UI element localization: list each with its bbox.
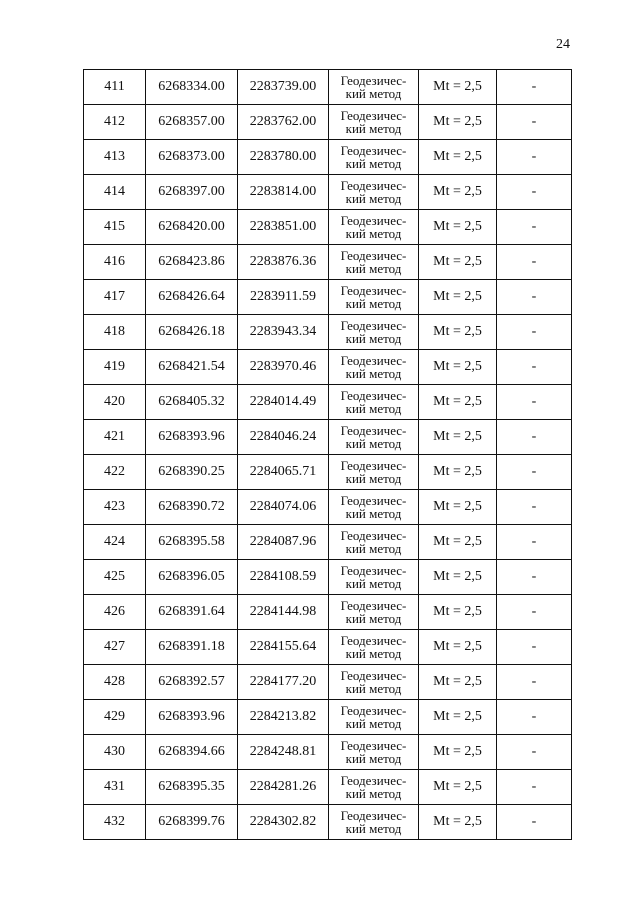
x-coordinate-cell: 6268373.00 xyxy=(146,140,238,175)
x-coordinate-cell: 6268396.05 xyxy=(146,560,238,595)
method-line-2: кий метод xyxy=(345,576,402,591)
extra-cell: - xyxy=(497,385,572,420)
y-coordinate-cell: 2284046.24 xyxy=(238,420,329,455)
x-coordinate-cell: 6268390.72 xyxy=(146,490,238,525)
method-cell xyxy=(329,735,419,770)
method-line-1: Геодезичес- xyxy=(340,283,407,298)
method-line-2: кий метод xyxy=(345,646,402,661)
accuracy-cell: Mt = 2,5 xyxy=(419,805,497,840)
method-line-1: Геодезичес- xyxy=(340,318,407,333)
table-row xyxy=(84,385,572,420)
table-row xyxy=(84,770,572,805)
extra-cell: - xyxy=(497,245,572,280)
method-line-2: кий метод xyxy=(345,751,402,766)
extra-cell: - xyxy=(497,560,572,595)
accuracy-cell: Mt = 2,5 xyxy=(419,70,497,105)
method-line-2: кий метод xyxy=(345,821,402,836)
extra-cell: - xyxy=(497,455,572,490)
extra-cell: - xyxy=(497,105,572,140)
method-cell xyxy=(329,70,419,105)
method-cell xyxy=(329,350,419,385)
table-row xyxy=(84,630,572,665)
y-coordinate-cell: 2283780.00 xyxy=(238,140,329,175)
y-coordinate-cell: 2283739.00 xyxy=(238,70,329,105)
extra-cell: - xyxy=(497,735,572,770)
x-coordinate-cell: 6268392.57 xyxy=(146,665,238,700)
x-coordinate-cell: 6268426.64 xyxy=(146,280,238,315)
accuracy-cell: Mt = 2,5 xyxy=(419,490,497,525)
method-line-1: Геодезичес- xyxy=(340,808,407,823)
coordinates-table xyxy=(83,69,572,840)
method-line-2: кий метод xyxy=(345,121,402,136)
accuracy-cell: Mt = 2,5 xyxy=(419,700,497,735)
extra-cell: - xyxy=(497,420,572,455)
table-row xyxy=(84,315,572,350)
method-line-1: Геодезичес- xyxy=(340,108,407,123)
y-coordinate-cell: 2283876.36 xyxy=(238,245,329,280)
accuracy-cell: Mt = 2,5 xyxy=(419,175,497,210)
method-cell xyxy=(329,385,419,420)
x-coordinate-cell: 6268420.00 xyxy=(146,210,238,245)
accuracy-cell: Mt = 2,5 xyxy=(419,525,497,560)
table-row xyxy=(84,140,572,175)
x-coordinate-cell: 6268397.00 xyxy=(146,175,238,210)
table-row xyxy=(84,665,572,700)
accuracy-cell: Mt = 2,5 xyxy=(419,770,497,805)
accuracy-cell: Mt = 2,5 xyxy=(419,420,497,455)
table-row xyxy=(84,560,572,595)
table-row xyxy=(84,245,572,280)
method-cell xyxy=(329,210,419,245)
y-coordinate-cell: 2284074.06 xyxy=(238,490,329,525)
method-line-2: кий метод xyxy=(345,541,402,556)
extra-cell: - xyxy=(497,210,572,245)
method-line-1: Геодезичес- xyxy=(340,703,407,718)
method-line-2: кий метод xyxy=(345,86,402,101)
method-cell xyxy=(329,560,419,595)
method-cell xyxy=(329,420,419,455)
x-coordinate-cell: 6268394.66 xyxy=(146,735,238,770)
point-number-cell: 425 xyxy=(84,560,146,595)
x-coordinate-cell: 6268393.96 xyxy=(146,420,238,455)
method-line-2: кий метод xyxy=(345,226,402,241)
accuracy-cell: Mt = 2,5 xyxy=(419,630,497,665)
method-line-1: Геодезичес- xyxy=(340,143,407,158)
method-line-2: кий метод xyxy=(345,681,402,696)
method-cell xyxy=(329,665,419,700)
method-line-1: Геодезичес- xyxy=(340,73,407,88)
method-cell xyxy=(329,140,419,175)
method-line-1: Геодезичес- xyxy=(340,493,407,508)
y-coordinate-cell: 2284281.26 xyxy=(238,770,329,805)
method-line-1: Геодезичес- xyxy=(340,563,407,578)
method-cell xyxy=(329,245,419,280)
method-cell xyxy=(329,525,419,560)
method-line-2: кий метод xyxy=(345,261,402,276)
table-row xyxy=(84,70,572,105)
accuracy-cell: Mt = 2,5 xyxy=(419,210,497,245)
accuracy-cell: Mt = 2,5 xyxy=(419,595,497,630)
table-row xyxy=(84,175,572,210)
y-coordinate-cell: 2283943.34 xyxy=(238,315,329,350)
y-coordinate-cell: 2284177.20 xyxy=(238,665,329,700)
accuracy-cell: Mt = 2,5 xyxy=(419,385,497,420)
table-row xyxy=(84,735,572,770)
extra-cell: - xyxy=(497,280,572,315)
accuracy-cell: Mt = 2,5 xyxy=(419,315,497,350)
method-cell xyxy=(329,490,419,525)
method-line-2: кий метод xyxy=(345,436,402,451)
table-row xyxy=(84,700,572,735)
x-coordinate-cell: 6268393.96 xyxy=(146,700,238,735)
point-number-cell: 411 xyxy=(84,70,146,105)
table-row xyxy=(84,595,572,630)
method-line-1: Геодезичес- xyxy=(340,353,407,368)
x-coordinate-cell: 6268391.18 xyxy=(146,630,238,665)
point-number-cell: 419 xyxy=(84,350,146,385)
y-coordinate-cell: 2283851.00 xyxy=(238,210,329,245)
y-coordinate-cell: 2284213.82 xyxy=(238,700,329,735)
table-row xyxy=(84,280,572,315)
point-number-cell: 428 xyxy=(84,665,146,700)
coordinates-table-body xyxy=(84,70,572,840)
y-coordinate-cell: 2283911.59 xyxy=(238,280,329,315)
accuracy-cell: Mt = 2,5 xyxy=(419,665,497,700)
method-line-1: Геодезичес- xyxy=(340,528,407,543)
y-coordinate-cell: 2283970.46 xyxy=(238,350,329,385)
y-coordinate-cell: 2284014.49 xyxy=(238,385,329,420)
method-cell xyxy=(329,175,419,210)
extra-cell: - xyxy=(497,315,572,350)
method-line-1: Геодезичес- xyxy=(340,178,407,193)
extra-cell: - xyxy=(497,350,572,385)
x-coordinate-cell: 6268334.00 xyxy=(146,70,238,105)
x-coordinate-cell: 6268399.76 xyxy=(146,805,238,840)
y-coordinate-cell: 2284302.82 xyxy=(238,805,329,840)
table-row xyxy=(84,490,572,525)
method-cell xyxy=(329,105,419,140)
point-number-cell: 415 xyxy=(84,210,146,245)
accuracy-cell: Mt = 2,5 xyxy=(419,280,497,315)
method-line-1: Геодезичес- xyxy=(340,633,407,648)
accuracy-cell: Mt = 2,5 xyxy=(419,560,497,595)
method-line-1: Геодезичес- xyxy=(340,423,407,438)
accuracy-cell: Mt = 2,5 xyxy=(419,105,497,140)
table-row xyxy=(84,350,572,385)
point-number-cell: 420 xyxy=(84,385,146,420)
extra-cell: - xyxy=(497,140,572,175)
extra-cell: - xyxy=(497,70,572,105)
point-number-cell: 430 xyxy=(84,735,146,770)
point-number-cell: 412 xyxy=(84,105,146,140)
method-cell xyxy=(329,805,419,840)
point-number-cell: 424 xyxy=(84,525,146,560)
point-number-cell: 413 xyxy=(84,140,146,175)
x-coordinate-cell: 6268426.18 xyxy=(146,315,238,350)
y-coordinate-cell: 2284065.71 xyxy=(238,455,329,490)
point-number-cell: 423 xyxy=(84,490,146,525)
point-number-cell: 418 xyxy=(84,315,146,350)
method-cell xyxy=(329,630,419,665)
point-number-cell: 414 xyxy=(84,175,146,210)
accuracy-cell: Mt = 2,5 xyxy=(419,735,497,770)
method-line-2: кий метод xyxy=(345,191,402,206)
x-coordinate-cell: 6268395.58 xyxy=(146,525,238,560)
extra-cell: - xyxy=(497,665,572,700)
y-coordinate-cell: 2284155.64 xyxy=(238,630,329,665)
point-number-cell: 422 xyxy=(84,455,146,490)
accuracy-cell: Mt = 2,5 xyxy=(419,350,497,385)
extra-cell: - xyxy=(497,770,572,805)
extra-cell: - xyxy=(497,595,572,630)
y-coordinate-cell: 2284087.96 xyxy=(238,525,329,560)
x-coordinate-cell: 6268421.54 xyxy=(146,350,238,385)
method-line-2: кий метод xyxy=(345,296,402,311)
method-line-2: кий метод xyxy=(345,331,402,346)
extra-cell: - xyxy=(497,525,572,560)
x-coordinate-cell: 6268405.32 xyxy=(146,385,238,420)
point-number-cell: 421 xyxy=(84,420,146,455)
method-line-1: Геодезичес- xyxy=(340,388,407,403)
y-coordinate-cell: 2284108.59 xyxy=(238,560,329,595)
table-row xyxy=(84,420,572,455)
method-cell xyxy=(329,595,419,630)
method-cell xyxy=(329,700,419,735)
extra-cell: - xyxy=(497,175,572,210)
method-line-1: Геодезичес- xyxy=(340,458,407,473)
extra-cell: - xyxy=(497,700,572,735)
method-line-2: кий метод xyxy=(345,471,402,486)
method-line-1: Геодезичес- xyxy=(340,598,407,613)
point-number-cell: 431 xyxy=(84,770,146,805)
accuracy-cell: Mt = 2,5 xyxy=(419,455,497,490)
table-row xyxy=(84,105,572,140)
x-coordinate-cell: 6268357.00 xyxy=(146,105,238,140)
accuracy-cell: Mt = 2,5 xyxy=(419,140,497,175)
y-coordinate-cell: 2284144.98 xyxy=(238,595,329,630)
method-line-2: кий метод xyxy=(345,611,402,626)
method-line-2: кий метод xyxy=(345,716,402,731)
method-line-2: кий метод xyxy=(345,156,402,171)
method-cell xyxy=(329,280,419,315)
x-coordinate-cell: 6268390.25 xyxy=(146,455,238,490)
point-number-cell: 416 xyxy=(84,245,146,280)
method-cell xyxy=(329,770,419,805)
point-number-cell: 427 xyxy=(84,630,146,665)
x-coordinate-cell: 6268423.86 xyxy=(146,245,238,280)
method-cell xyxy=(329,455,419,490)
point-number-cell: 429 xyxy=(84,700,146,735)
y-coordinate-cell: 2283762.00 xyxy=(238,105,329,140)
method-line-2: кий метод xyxy=(345,786,402,801)
x-coordinate-cell: 6268395.35 xyxy=(146,770,238,805)
point-number-cell: 432 xyxy=(84,805,146,840)
table-row xyxy=(84,525,572,560)
x-coordinate-cell: 6268391.64 xyxy=(146,595,238,630)
table-row xyxy=(84,210,572,245)
method-line-1: Геодезичес- xyxy=(340,248,407,263)
method-line-2: кий метод xyxy=(345,366,402,381)
method-line-1: Геодезичес- xyxy=(340,668,407,683)
extra-cell: - xyxy=(497,630,572,665)
extra-cell: - xyxy=(497,805,572,840)
method-line-1: Геодезичес- xyxy=(340,773,407,788)
page-number: 24 xyxy=(556,37,570,52)
table-row xyxy=(84,805,572,840)
method-line-1: Геодезичес- xyxy=(340,213,407,228)
method-line-1: Геодезичес- xyxy=(340,738,407,753)
method-cell xyxy=(329,315,419,350)
y-coordinate-cell: 2283814.00 xyxy=(238,175,329,210)
table-row xyxy=(84,455,572,490)
point-number-cell: 417 xyxy=(84,280,146,315)
method-line-2: кий метод xyxy=(345,506,402,521)
point-number-cell: 426 xyxy=(84,595,146,630)
y-coordinate-cell: 2284248.81 xyxy=(238,735,329,770)
accuracy-cell: Mt = 2,5 xyxy=(419,245,497,280)
method-line-2: кий метод xyxy=(345,401,402,416)
extra-cell: - xyxy=(497,490,572,525)
